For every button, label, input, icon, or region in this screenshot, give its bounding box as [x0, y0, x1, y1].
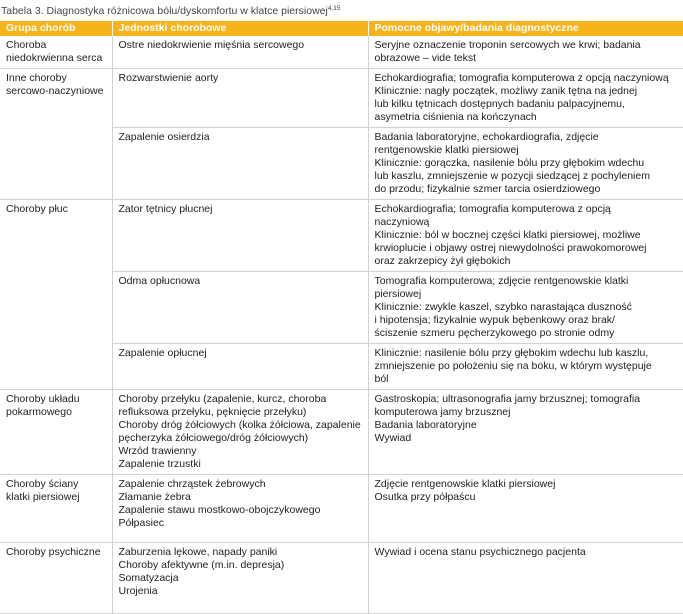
- disease-text-line: Zapalenie opłucnej: [118, 347, 207, 359]
- diagnostics-text-line: Osutka przy półpaścu: [374, 491, 476, 503]
- diagnostics-text-line: Klinicznie: nagły początek, możliwy zanik tętna na jednej: [374, 85, 638, 97]
- disease-text-line: Wrzód trawienny: [118, 445, 197, 457]
- diagnostics-text-line: komputerowa jamy brzusznej: [374, 406, 511, 418]
- group-text-line: Choroby ściany: [6, 478, 79, 490]
- table-row: [0, 69, 683, 128]
- diagnostics-text-line: Badania laboratoryjne: [374, 419, 477, 431]
- group-text-line: Choroby płuc: [6, 203, 68, 215]
- group-text-line: Choroby psychiczne: [6, 546, 101, 558]
- diagnostics-text-line: piersiowej: [374, 288, 422, 300]
- cell-disease-group: [0, 475, 112, 543]
- diagnostics-text-line: i hipotensja; fizykalnie wypuk bębenkowy oraz brak/: [374, 314, 615, 326]
- diagnostics-text-line: ściszenie szmeru pęcherzykowego po stronie odmy: [374, 327, 615, 339]
- header-disease-group: Grupa chorób: [0, 21, 112, 36]
- diagnostics-text-line: zmniejszenie po położeniu się na boku, w którym występuje: [374, 360, 652, 372]
- cell-disease-group: [0, 36, 112, 69]
- disease-text-line: refluksowa przełyku, pęknięcie przełyku): [118, 406, 307, 418]
- diagnostics-text-line: Gastroskopia; ultrasonografia jamy brzusznej; tomografia: [374, 393, 641, 405]
- diagnostics-text-line: Klinicznie: ból w bocznej części klatki piersiowej, możliwe: [374, 229, 641, 241]
- diagnostics-text-line: oraz zakrzepicy żył głębokich: [374, 255, 511, 267]
- diagnostics-text-line: asymetria ciśnienia na kończynach: [374, 111, 537, 123]
- cell-disease-entity: [112, 543, 368, 614]
- cell-diagnostics: [368, 390, 683, 475]
- table-header: [0, 21, 683, 36]
- table-row: [0, 390, 683, 475]
- diagnostics-text-line: Echokardiografia; tomografia komputerowa z opcją: [374, 203, 611, 215]
- group-text-line: klatki piersiowej: [6, 491, 80, 503]
- cell-diagnostics: [368, 344, 683, 390]
- cell-disease-entity: [112, 390, 368, 475]
- cell-disease-entity: [112, 272, 368, 344]
- cell-disease-entity: [112, 128, 368, 200]
- diagnostics-text-line: Echokardiografia; tomografia komputerowa z opcją naczyniową: [374, 72, 669, 84]
- diagnostics-text-line: lub kaszlu, zmniejszenie w pozycji siedzącej z pochyleniem: [374, 170, 650, 182]
- diagnostics-text-line: lub kilku tętnicach dostępnych badaniu palpacyjnemu,: [374, 98, 625, 110]
- diagnostics-text-line: Zdjęcie rentgenowskie klatki piersiowej: [374, 478, 556, 490]
- disease-text-line: Rozwarstwienie aorty: [118, 72, 219, 84]
- diagnostics-text-line: Tomografia komputerowa; zdjęcie rentgenowskie klatki: [374, 275, 629, 287]
- cell-disease-group: [0, 543, 112, 614]
- diagnostics-text-line: krwioplucie i objawy ostrej niewydolności prawokomorowej: [374, 242, 647, 254]
- cell-diagnostics: [368, 272, 683, 344]
- header-diagnostics: Pomocne objawy/badania diagnostyczne: [368, 21, 683, 36]
- diagnostics-text-line: do przodu; fizykalnie szmer tarcia osierdziowego: [374, 183, 601, 195]
- diagnostics-text-line: ból: [374, 373, 389, 385]
- group-text-line: sercowo-naczyniowe: [6, 85, 104, 97]
- disease-text-line: Półpasiec: [118, 517, 165, 529]
- disease-text-line: Zapalenie osierdzia: [118, 131, 210, 143]
- cell-diagnostics: [368, 543, 683, 614]
- group-text-line: Choroby układu: [6, 393, 80, 405]
- disease-text-line: Zapalenie trzustki: [118, 458, 201, 470]
- disease-text-line: Ostre niedokrwienie mięśnia sercowego: [118, 39, 305, 51]
- header-disease-entity: Jednostki chorobowe: [112, 21, 368, 36]
- disease-text-line: Zator tętnicy płucnej: [118, 203, 213, 215]
- cell-disease-group: [0, 200, 112, 390]
- diagnostics-text-line: naczyniową: [374, 216, 430, 228]
- header-row: [0, 21, 683, 36]
- group-text-line: Choroba: [6, 39, 47, 51]
- disease-text-line: Choroby afektywne (m.in. depresja): [118, 559, 285, 571]
- disease-text-line: Choroby dróg żółciowych (kolka żółciowa, zapalenie: [118, 419, 361, 431]
- disease-text-line: Urojenia: [118, 585, 158, 597]
- cell-diagnostics: [368, 475, 683, 543]
- cell-disease-entity: [112, 344, 368, 390]
- table-row: [0, 36, 683, 69]
- diagnostics-text-line: Klinicznie: nasilenie bólu przy głębokim wdechu lub kaszlu,: [374, 347, 649, 359]
- group-text-line: pokarmowego: [6, 406, 72, 418]
- cell-diagnostics: [368, 200, 683, 272]
- diagnostics-text-line: Wywiad i ocena stanu psychicznego pacjenta: [374, 546, 586, 558]
- table-caption: [0, 0, 683, 18]
- caption-reference: 4,15: [327, 5, 341, 12]
- cell-diagnostics: [368, 69, 683, 128]
- disease-text-line: Odma opłucnowa: [118, 275, 201, 287]
- disease-text-line: Choroby przełyku (zapalenie, kurcz, choroba: [118, 393, 327, 405]
- cell-disease-group: [0, 390, 112, 475]
- cell-disease-entity: [112, 200, 368, 272]
- table-body: [0, 36, 683, 614]
- cell-diagnostics: [368, 128, 683, 200]
- disease-text-line: Złamanie żebra: [118, 491, 191, 503]
- diagnostics-text-line: Seryjne oznaczenie troponin sercowych we krwi; badania: [374, 39, 641, 51]
- cell-disease-entity: [112, 69, 368, 128]
- caption-text: Tabela 3. Diagnostyka różnicowa bólu/dyskomfortu w klatce piersiowej: [1, 5, 328, 17]
- disease-text-line: Somatyzacja: [118, 572, 179, 584]
- diagnostics-text-line: Badania laboratoryjne, echokardiografia, zdjęcie: [374, 131, 599, 143]
- cell-disease-entity: [112, 475, 368, 543]
- cell-disease-entity: [112, 36, 368, 69]
- diagnostics-text-line: Klinicznie: gorączka, nasilenie bólu przy głębokim wdechu: [374, 157, 645, 169]
- table-row: [0, 543, 683, 614]
- disease-text-line: Zapalenie stawu mostkowo-obojczykowego: [118, 504, 321, 516]
- group-text-line: Inne choroby: [6, 72, 67, 84]
- table-row: [0, 475, 683, 543]
- diagnostics-text-line: obrazowe – vide tekst: [374, 52, 477, 64]
- disease-text-line: pęcherzyka żółciowego/dróg żółciowych): [118, 432, 309, 444]
- diagnostics-text-line: Klinicznie: zwykle kaszel, szybko narastająca duszność: [374, 301, 632, 313]
- diagnostics-text-line: Wywiad: [374, 432, 412, 444]
- diagnostics-text-line: rentgenowskie klatki piersiowej: [374, 144, 519, 156]
- differential-diagnosis-table: [0, 21, 683, 614]
- disease-text-line: Zapalenie chrząstek żebrowych: [118, 478, 266, 490]
- cell-diagnostics: [368, 36, 683, 69]
- table-row: [0, 200, 683, 272]
- disease-text-line: Zaburzenia lękowe, napady paniki: [118, 546, 278, 558]
- group-text-line: niedokrwienna serca: [6, 52, 103, 64]
- cell-disease-group: [0, 69, 112, 200]
